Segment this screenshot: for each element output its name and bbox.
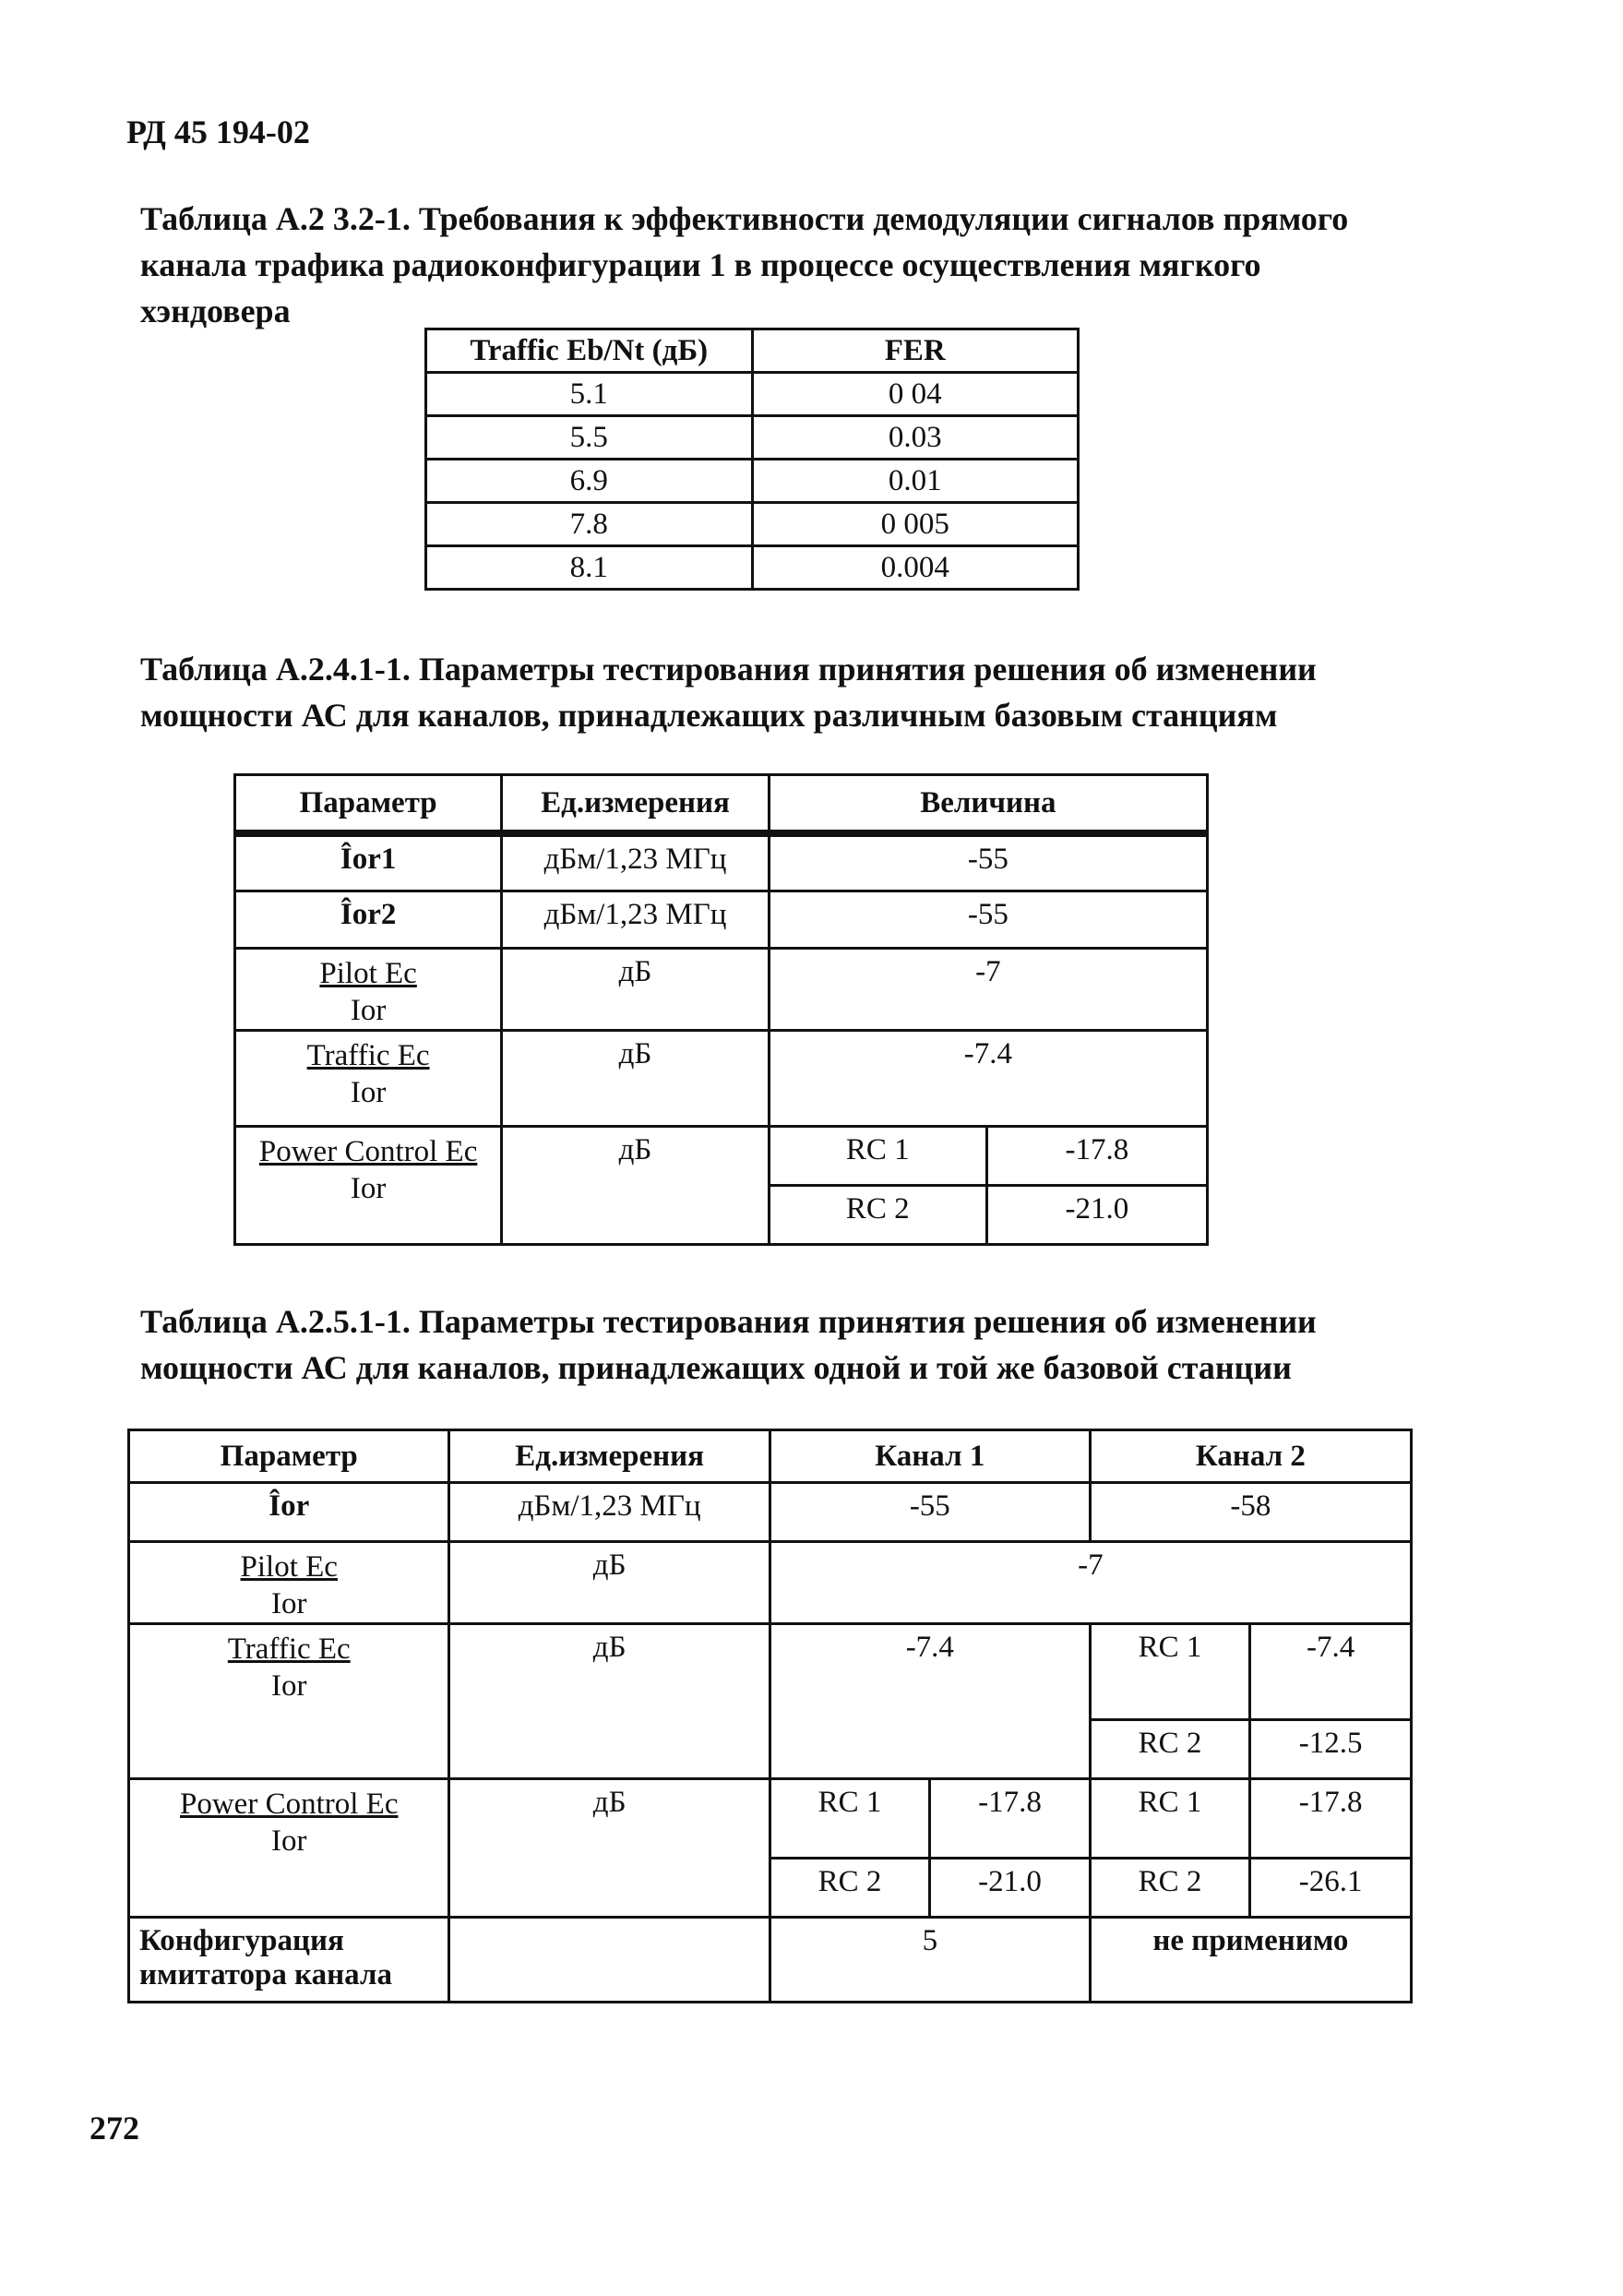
table-cell: RC 1: [1090, 1624, 1250, 1720]
table-row: [235, 833, 1208, 891]
table-cell: 0 04: [752, 373, 1079, 416]
table-cell: дБ: [449, 1624, 770, 1779]
table-row: [235, 891, 1208, 948]
fraction: [241, 1549, 338, 1622]
table-cell: RC 1: [1090, 1779, 1250, 1859]
table-cell: [129, 1624, 449, 1779]
table-cell: 0.01: [752, 460, 1079, 503]
fraction-numerator: Traffic Ec: [227, 1632, 351, 1666]
table-cell: -7.4: [770, 1624, 1090, 1779]
table-cell: [129, 1542, 449, 1624]
table-cell: дБ: [449, 1779, 770, 1918]
fraction-numerator: Pilot Ec: [240, 1550, 338, 1584]
fraction-denominator: Ior: [270, 1824, 307, 1858]
table-cell: дБм/1,23 МГц: [502, 891, 770, 948]
table-cell: [235, 1126, 502, 1244]
fraction-denominator: Ior: [350, 993, 387, 1027]
table-cell: дБ: [502, 948, 770, 1030]
table-cell: -55: [769, 891, 1207, 948]
fraction-numerator: Power Control Ec: [258, 1134, 478, 1168]
fraction: [307, 1037, 430, 1111]
table3-param-header: Параметр: [129, 1430, 449, 1483]
table-row: [129, 1779, 1412, 1859]
table-cell: дБ: [502, 1126, 770, 1244]
table-row: [426, 416, 1079, 460]
fraction: [319, 955, 416, 1029]
table-cell: -55: [770, 1483, 1090, 1542]
table-cell: RC 1: [769, 1126, 986, 1185]
table-row: [129, 1542, 1412, 1624]
table-cell: -21.0: [930, 1859, 1091, 1918]
table-row: [129, 1624, 1412, 1720]
table1-caption: Таблица А.2 3.2-1. Требования к эффективности демодуляции сигналов прямого канала трафика радиоконфигурации 1 в процессе осуществления мягкого хэндовера: [140, 200, 1349, 329]
table-cell: -21.0: [986, 1185, 1207, 1244]
table-row: [426, 460, 1079, 503]
table-cell: RC 2: [769, 1185, 986, 1244]
table-cell: 8.1: [426, 546, 753, 590]
table-cell: 6.9: [426, 460, 753, 503]
table-cell: 5: [770, 1918, 1090, 2003]
table-cell: не применимо: [1090, 1918, 1411, 2003]
table1-col2-header: FER: [752, 329, 1079, 373]
table2-unit-header: Ед.измерения: [502, 775, 770, 834]
table-cell: дБм/1,23 МГц: [502, 833, 770, 891]
fraction-numerator: Power Control Ec: [180, 1788, 399, 1821]
table-cell: 0.03: [752, 416, 1079, 460]
table-cell: 0 005: [752, 503, 1079, 546]
table-header-row: [426, 329, 1079, 373]
fraction: [228, 1631, 351, 1704]
table-cell: 0.004: [752, 546, 1079, 590]
document-header: РД 45 194-02: [126, 114, 310, 150]
table-cell: Îor1: [235, 833, 502, 891]
table-row: [235, 1126, 1208, 1185]
table-cell: -26.1: [1250, 1859, 1412, 1918]
table-row: [426, 546, 1079, 590]
table-cell: дБ: [449, 1542, 770, 1624]
table-cell: -7: [770, 1542, 1411, 1624]
table-row: [426, 503, 1079, 546]
table-cell: [235, 948, 502, 1030]
table-cell: -17.8: [1250, 1779, 1412, 1859]
table2: [233, 773, 1209, 1246]
table-cell: -17.8: [930, 1779, 1091, 1859]
table2-param-header: Параметр: [235, 775, 502, 834]
table-cell: -58: [1090, 1483, 1411, 1542]
table3: [127, 1429, 1413, 2003]
table-cell: -55: [769, 833, 1207, 891]
table-cell: [449, 1918, 770, 2003]
fraction-denominator: Ior: [271, 1587, 307, 1620]
table1-col1-header: Traffic Eb/Nt (дБ): [426, 329, 753, 373]
page-number: 272: [90, 2110, 139, 2147]
table-cell: RC 2: [770, 1859, 929, 1918]
table-cell: Îor2: [235, 891, 502, 948]
table-cell: дБм/1,23 МГц: [449, 1483, 770, 1542]
table2-caption: Таблица А.2.4.1-1. Параметры тестирования принятия решения об изменении мощности АС для каналов, принадлежащих различным базовым станциям: [140, 651, 1317, 734]
table-cell: [129, 1779, 449, 1918]
table3-caption: Таблица А.2.5.1-1. Параметры тестирования принятия решения об изменении мощности АС для каналов, принадлежащих одной и той же базовой станции: [140, 1303, 1317, 1386]
table-cell: -7.4: [769, 1030, 1207, 1126]
fraction-denominator: Ior: [271, 1669, 307, 1703]
table-cell: -12.5: [1250, 1720, 1412, 1779]
table3-channel2-header: Канал 2: [1090, 1430, 1411, 1483]
table-cell: 5.1: [426, 373, 753, 416]
table-cell: [235, 1030, 502, 1126]
table-cell: RC 2: [1090, 1859, 1250, 1918]
table1: [424, 328, 1080, 591]
table-row: [235, 948, 1208, 1030]
table-cell: дБ: [502, 1030, 770, 1126]
fraction: [259, 1133, 477, 1207]
table2-value-header: Величина: [769, 775, 1207, 834]
fraction-numerator: Traffic Ec: [306, 1038, 430, 1072]
fraction-denominator: Ior: [350, 1075, 387, 1109]
fraction: [180, 1786, 398, 1860]
table-cell: Конфигурация имитатора канала: [129, 1918, 449, 2003]
table-cell: 5.5: [426, 416, 753, 460]
table-row: [129, 1483, 1412, 1542]
table-row: [235, 1030, 1208, 1126]
table-cell: Îor: [129, 1483, 449, 1542]
fraction-denominator: Ior: [350, 1171, 387, 1205]
table-row: [129, 1918, 1412, 2003]
table-cell: -17.8: [986, 1126, 1207, 1185]
table-header-row: [129, 1430, 1412, 1483]
table-row: [426, 373, 1079, 416]
table3-unit-header: Ед.измерения: [449, 1430, 770, 1483]
table3-channel1-header: Канал 1: [770, 1430, 1090, 1483]
table-cell: -7: [769, 948, 1207, 1030]
fraction-numerator: Pilot Ec: [319, 956, 417, 990]
table-cell: RC 2: [1090, 1720, 1250, 1779]
table-cell: RC 1: [770, 1779, 929, 1859]
table-cell: 7.8: [426, 503, 753, 546]
table-cell: -7.4: [1250, 1624, 1412, 1720]
table-header-row: [235, 775, 1208, 834]
